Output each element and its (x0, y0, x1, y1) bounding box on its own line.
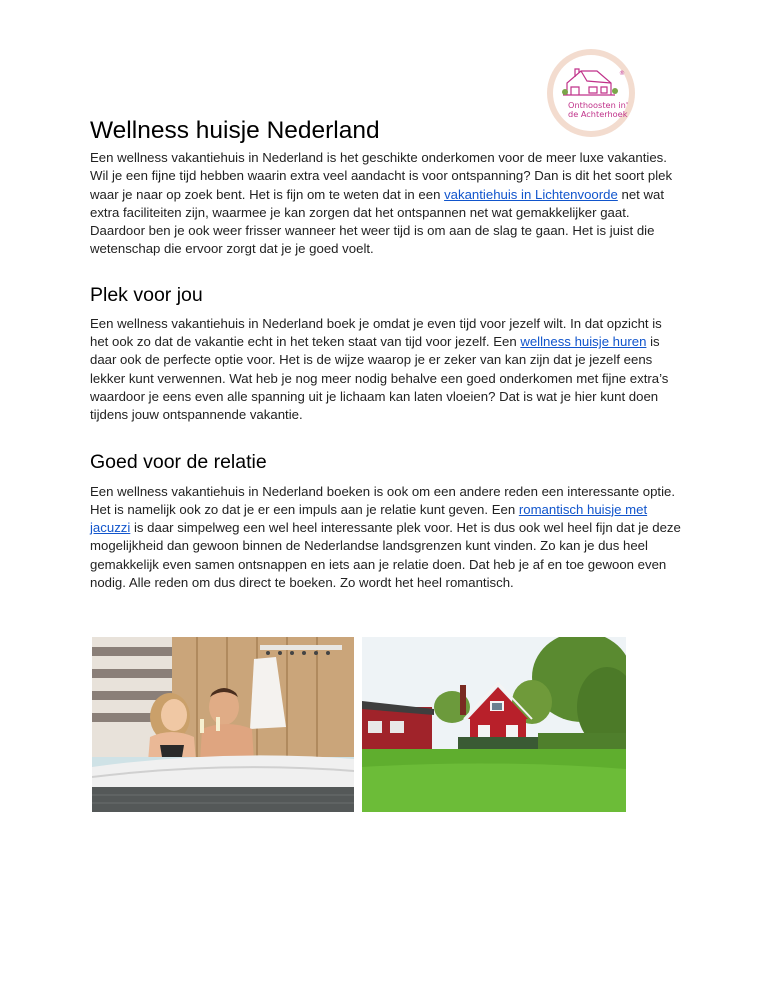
section2-paragraph (90, 483, 682, 593)
heading-plek-voor-jou: Plek voor jou (90, 283, 203, 306)
link-vakantiehuis-lichtenvoorde[interactable]: vakantiehuis in Lichtenvoorde (444, 186, 618, 202)
section2-text-2: is daar simpelweg een wel heel interessante plek voor. Het is dus ook wel heel fijn dat je deze mogelijkheid dan gewoon binnen de Nederlandse landsgrenzen kunt vinden. Zo kan je dus heel gemakkelijk even samen ontsnappen en iets aan je relatie doen. Dat heb je af en toe gewoon even nodig. Alle reden om dus direct te boeken. Zo wordt het heel romantisch. (90, 520, 681, 591)
logo-registered-mark: ® (619, 70, 625, 77)
intro-paragraph (90, 149, 682, 259)
section2-text-1: Een wellness vakantiehuis in Nederland boeken is ook om een andere reden een interessante optie. Het is namelijk ook zo dat je er een impuls aan je relatie kunt geven. Een (90, 483, 676, 517)
section1-paragraph (90, 315, 682, 425)
photo-hot-tub-couple (92, 637, 354, 812)
intro-text-1: Een wellness vakantiehuis in Nederland is het geschikte onderkomen voor de meer luxe vakanties. Wil je een fijne tijd hebben waarin extra veel aandacht is voor ontspanning? Dan is dit het soort plek waar je naar op zoek bent. Het is fijn om te weten dat in een (90, 150, 673, 202)
link-romantisch-huisje-jacuzzi[interactable]: romantisch huisje met jacuzzi (90, 501, 648, 536)
heading-goed-voor-de-relatie: Goed voor de relatie (90, 450, 267, 473)
section1-text-2: is daar ook de perfecte optie voor. Het is de wijze waarop je er zeker van kan zijn dat je jezelf eens lekker kunt verwennen. Wat heb je nog meer nodig behalve een goed onderkomen met fijne extra’s waardoor je eens even alle spanning uit je lichaam kan laten vloeien? Dat is wat je hier kunt doen tijdens jouw ontspannende vakantie. (90, 334, 669, 423)
photo-red-house-garden (362, 637, 626, 812)
article (90, 116, 682, 592)
logo-text-line1: Onthoosten in' (568, 100, 629, 110)
section1-text-1: Een wellness vakantiehuis in Nederland boek je omdat je even tijd voor jezelf wilt. In dat opzicht is het ook zo dat de vakantie echt in het teken staat van tijd voor jezelf. Een (90, 315, 662, 350)
page-title: Wellness huisje Nederland (90, 117, 380, 144)
link-wellness-huisje-huren[interactable]: wellness huisje huren (520, 334, 647, 350)
logo-text-line2: de Achterhoek (568, 109, 628, 119)
intro-text-2: net wat extra faciliteiten zijn, waarmee je kan zorgen dat het ontspannen net wat gemakkelijker gaat. Daardoor ben je ook weer frisser wanneer het weer tijd is om aan de slag te gaan. Het is juist die wetenschap die ervoor zorgt dat je je goed voelt. (90, 186, 665, 257)
